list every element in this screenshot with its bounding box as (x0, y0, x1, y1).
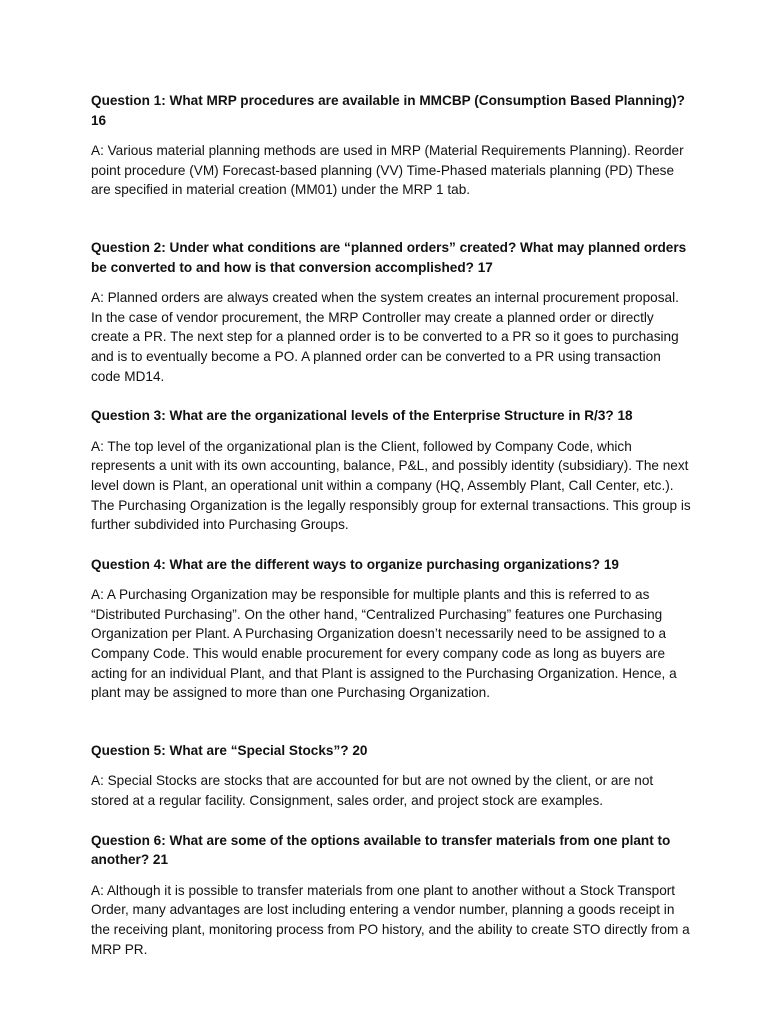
qa-item-3 (91, 406, 691, 535)
document-page (91, 91, 691, 979)
answer-2: A: Planned orders are always created when the system creates an internal procurement proposal. In the case of vendor procurement, the MRP Controller may create a planned order or directly create a PR. The next step for a planned order is to be converted to a PR so it goes to purchasing and is to eventually become a PO. A planned order can be converted to a PR using transaction code MD14. (91, 290, 679, 384)
qa-item-6 (91, 831, 691, 960)
answer-4: A: A Purchasing Organization may be responsible for multiple plants and this is referred to as “Distributed Purchasing”. On the other hand, “Centralized Purchasing” features one Purchasing Organization per Plant. A Purchasing Organization doesn’t necessarily need to be assigned to a Company Code. This would enable procurement for every company code as long as buyers are acting for an individual Plant, and that Plant is assigned to the Purchasing Organization. Hence, a plant may be assigned to more than one Purchasing Organization. (91, 587, 677, 701)
question-4: Question 4: What are the different ways to organize purchasing organizations? 19 (91, 556, 619, 572)
qa-item-1 (91, 91, 691, 200)
answer-1: A: Various material planning methods are used in MRP (Material Requirements Planning). Reorder point procedure (VM) Forecast-based planning (VV) Time-Phased materials planning (PD) These are specified in material creation (MM01) under the MRP 1 tab. (91, 143, 684, 198)
answer-3: A: The top level of the organizational plan is the Client, followed by Company Code, which represents a unit with its own accounting, balance, P&L, and possibly identity (subsidiary). The next level down is Plant, an operational unit within a company (HQ, Assembly Plant, Call Center, etc.). The Purchasing Organization is the legally responsibly group for external transactions. This group is further subdivided into Purchasing Groups. (91, 438, 691, 533)
question-2: Question 2: Under what conditions are “planned orders” created? What may planned orders be converted to and how is that conversion accomplished? 17 (91, 239, 687, 275)
qa-item-5 (91, 741, 691, 811)
qa-item-2 (91, 238, 691, 386)
answer-5: A: Special Stocks are stocks that are accounted for but are not owned by the client, or are not stored at a regular facility. Consignment, sales order, and project stock are examples. (91, 773, 654, 809)
answer-6: A: Although it is possible to transfer materials from one plant to another without a Stock Transport Order, many advantages are lost including entering a vendor number, planning a goods receipt in the receiving plant, monitoring process from PO history, and the ability to create STO directly from a MRP PR. (91, 882, 690, 957)
question-3: Question 3: What are the organizational levels of the Enterprise Structure in R/3? 18 (91, 408, 633, 424)
question-1: Question 1: What MRP procedures are available in MMCBP (Consumption Based Planning)? 16 (91, 93, 685, 128)
question-6: Question 6: What are some of the options available to transfer materials from one plant to another? 21 (91, 832, 671, 868)
qa-item-4 (91, 555, 691, 703)
question-5: Question 5: What are “Special Stocks”? 20 (91, 742, 368, 758)
